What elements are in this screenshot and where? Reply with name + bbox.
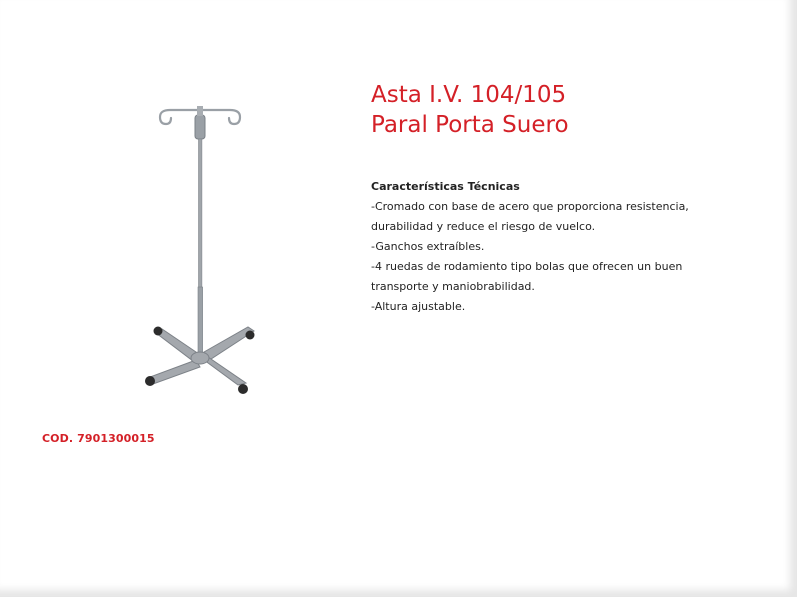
product-title [371, 80, 569, 140]
pole-upper [199, 139, 202, 289]
spec-line: transporte y maniobrabilidad. [371, 280, 535, 293]
specs-heading: Características Técnicas [371, 180, 520, 193]
spec-line: -4 ruedas de rodamiento tipo bolas que ofrecen un buen [371, 260, 683, 273]
pole-clamp [195, 115, 205, 139]
spec-line: durabilidad y reduce el riesgo de vuelco. [371, 220, 596, 233]
iv-pole-image [130, 95, 280, 400]
spec-line: -Cromado con base de acero que proporciona resistencia, [371, 200, 689, 213]
product-code: COD. 7901300015 [42, 432, 155, 445]
pole-lower [198, 287, 203, 357]
product-title-line1: Asta I.V. 104/105 [371, 82, 567, 108]
spec-line: -Altura ajustable. [371, 300, 466, 313]
spec-line: -Ganchos extraíbles. [371, 240, 485, 253]
technical-specs [371, 177, 701, 317]
product-title-line2: Paral Porta Suero [371, 112, 569, 138]
